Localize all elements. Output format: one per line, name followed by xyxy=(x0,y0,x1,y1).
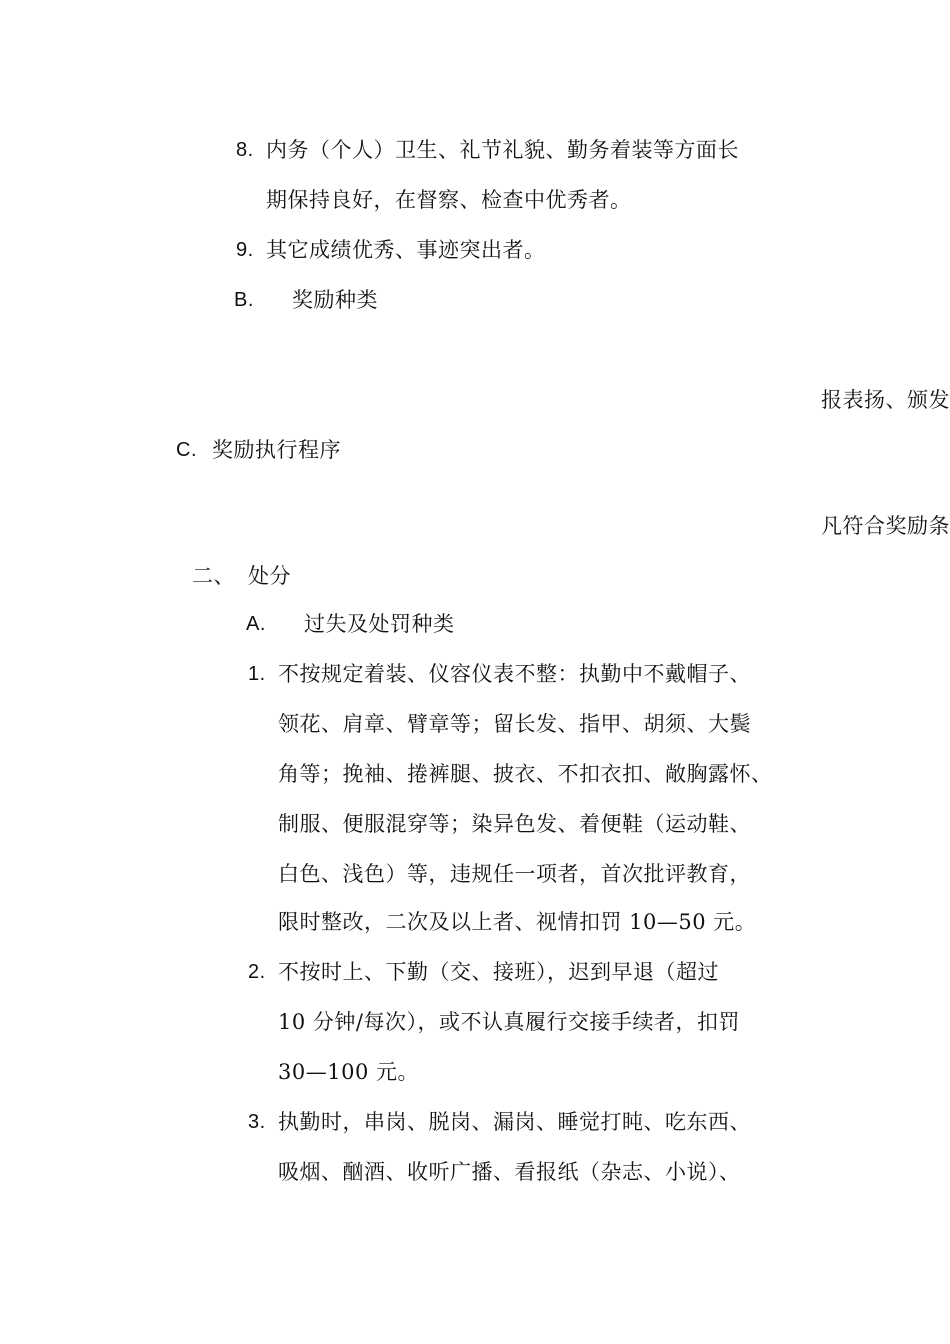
list-number: 8. xyxy=(236,139,254,161)
list-item-text: 内务（个人）卫生、礼节礼貌、勤务着装等方面长 xyxy=(266,138,739,162)
penalty-item-1-line: 角等；挽袖、捲裤腿、披衣、不扣衣扣、敞胸露怀、 xyxy=(278,762,773,786)
section-letter: A. xyxy=(246,613,266,635)
penalty-item-1-line: 制服、便服混穿等；染异色发、着便鞋（运动鞋、 xyxy=(278,812,751,836)
list-number: 9. xyxy=(236,239,254,261)
section-b-clipped-text: 报表扬、颁发 xyxy=(821,388,950,412)
section-title: 过失及处罚种类 xyxy=(304,612,455,636)
list-item-text: 期保持良好，在督察、检查中优秀者。 xyxy=(266,188,632,212)
list-item-text: 执勤时，串岗、脱岗、漏岗、睡觉打盹、吃东西、 xyxy=(278,1110,751,1134)
section-title: 处分 xyxy=(248,564,291,588)
list-item-text: 不按规定着装、仪容仪表不整：执勤中不戴帽子、 xyxy=(278,662,751,686)
list-item-text: 其它成绩优秀、事迹突出者。 xyxy=(266,238,546,262)
list-item-text: 不按时上、下勤（交、接班），迟到早退（超过 xyxy=(278,960,719,984)
section-letter: C. xyxy=(176,439,197,461)
list-item-8-continuation xyxy=(266,186,632,214)
penalty-item-1-line: 限时整改，二次及以上者、视情扣罚 10—50 元。 xyxy=(278,910,757,934)
section-title: 奖励种类 xyxy=(292,288,378,312)
section-c-clipped-text: 凡符合奖励条 xyxy=(821,514,950,538)
list-number: 3. xyxy=(248,1111,266,1133)
list-number: 1. xyxy=(248,663,266,685)
penalty-item-1-line: 领花、肩章、臂章等；留长发、指甲、胡须、大鬓 xyxy=(278,712,751,736)
penalty-item-2-line: 10 分钟/每次），或不认真履行交接手续者，扣罚 xyxy=(278,1010,740,1034)
section-letter: B. xyxy=(234,289,254,311)
list-number: 2. xyxy=(248,961,266,983)
section-number: 二、 xyxy=(192,564,235,588)
penalty-item-3-line: 吸烟、酗酒、收听广播、看报纸（杂志、小说）、 xyxy=(278,1160,741,1184)
penalty-item-1-line: 白色、浅色）等，违规任一项者，首次批评教育， xyxy=(278,862,751,886)
section-title: 奖励执行程序 xyxy=(212,438,341,462)
penalty-item-2-line: 30—100 元。 xyxy=(278,1060,419,1084)
